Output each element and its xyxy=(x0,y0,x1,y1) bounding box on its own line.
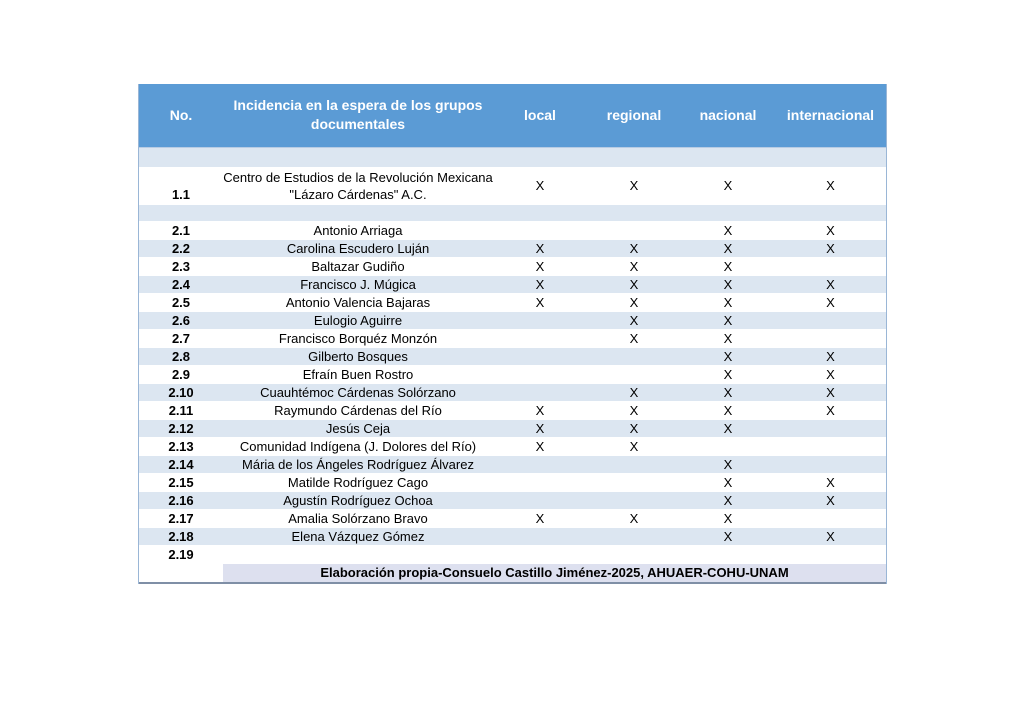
cell-nacional: X xyxy=(681,527,775,545)
cell-nacional xyxy=(681,545,775,563)
table-row xyxy=(139,221,886,239)
cell-local: X xyxy=(493,275,587,293)
cell-name: Eulogio Aguirre xyxy=(223,311,493,329)
table-row xyxy=(139,383,886,401)
cell-local: X xyxy=(493,509,587,527)
cell-nacional: X xyxy=(681,221,775,239)
cell-no: 2.12 xyxy=(139,419,223,437)
cell-no: 2.5 xyxy=(139,293,223,311)
table-row xyxy=(139,239,886,257)
cell-local: X xyxy=(493,239,587,257)
table-row xyxy=(139,347,886,365)
header-name: Incidencia en la espera de los grupos documentales xyxy=(233,97,483,133)
cell-name xyxy=(223,545,493,563)
header-no: No. xyxy=(169,106,193,123)
cell-internacional: X xyxy=(775,383,886,401)
cell-nacional: X xyxy=(681,347,775,365)
table-row xyxy=(139,275,886,293)
cell-local xyxy=(493,347,587,365)
cell-no: 2.15 xyxy=(139,473,223,491)
cell-internacional: X xyxy=(775,527,886,545)
cell-no: 2.9 xyxy=(139,365,223,383)
table-row xyxy=(139,455,886,473)
cell-local xyxy=(493,455,587,473)
cell-internacional: X xyxy=(775,473,886,491)
cell-no: 2.19 xyxy=(139,545,223,563)
cell-internacional: X xyxy=(775,167,886,204)
incidence-table xyxy=(139,84,886,584)
cell-no: 2.16 xyxy=(139,491,223,509)
header-nacional: nacional xyxy=(699,106,757,123)
cell-regional xyxy=(587,491,681,509)
cell-internacional xyxy=(775,329,886,347)
table-row xyxy=(139,509,886,527)
cell-internacional: X xyxy=(775,401,886,419)
cell-regional xyxy=(587,527,681,545)
cell-no: 2.14 xyxy=(139,455,223,473)
cell-internacional xyxy=(775,509,886,527)
cell-internacional xyxy=(775,545,886,563)
cell-name: Comunidad Indígena (J. Dolores del Río) xyxy=(223,437,493,455)
cell-name: Centro de Estudios de la Revolución Mexicana "Lázaro Cárdenas" A.C. xyxy=(223,167,493,204)
table-row-1-1 xyxy=(139,167,886,204)
cell-name: Carolina Escudero Luján xyxy=(223,239,493,257)
cell-regional: X xyxy=(587,167,681,204)
cell-no: 2.1 xyxy=(139,221,223,239)
cell-nacional: X xyxy=(681,293,775,311)
cell-internacional xyxy=(775,455,886,473)
cell-local: X xyxy=(493,257,587,275)
header-internacional: internacional xyxy=(786,106,875,123)
cell-name: Cuauhtémoc Cárdenas Solórzano xyxy=(223,383,493,401)
table-row xyxy=(139,545,886,563)
cell-internacional: X xyxy=(775,347,886,365)
cell-internacional: X xyxy=(775,293,886,311)
cell-regional xyxy=(587,455,681,473)
footer-credit: Elaboración propia-Consuelo Castillo Jiménez-2025, AHUAER-COHU-UNAM xyxy=(223,563,886,583)
table-row xyxy=(139,491,886,509)
spacer-row xyxy=(139,147,886,167)
cell-regional: X xyxy=(587,257,681,275)
table-row xyxy=(139,527,886,545)
cell-local: X xyxy=(493,401,587,419)
table-footer-row xyxy=(139,563,886,583)
header-regional: regional xyxy=(606,106,662,123)
cell-regional: X xyxy=(587,401,681,419)
cell-no: 2.3 xyxy=(139,257,223,275)
cell-regional: X xyxy=(587,311,681,329)
cell-name: Agustín Rodríguez Ochoa xyxy=(223,491,493,509)
cell-no: 2.4 xyxy=(139,275,223,293)
cell-regional: X xyxy=(587,329,681,347)
cell-regional: X xyxy=(587,419,681,437)
footer-blank-cell xyxy=(139,563,223,583)
cell-local: X xyxy=(493,419,587,437)
cell-local xyxy=(493,365,587,383)
cell-name: Francisco Borquéz Monzón xyxy=(223,329,493,347)
cell-name: Raymundo Cárdenas del Río xyxy=(223,401,493,419)
cell-name: Baltazar Gudiño xyxy=(223,257,493,275)
cell-local xyxy=(493,491,587,509)
cell-internacional: X xyxy=(775,221,886,239)
cell-nacional xyxy=(681,437,775,455)
table-row xyxy=(139,437,886,455)
cell-local xyxy=(493,383,587,401)
cell-nacional: X xyxy=(681,329,775,347)
cell-nacional: X xyxy=(681,275,775,293)
cell-no: 2.8 xyxy=(139,347,223,365)
cell-no: 2.2 xyxy=(139,239,223,257)
cell-internacional xyxy=(775,257,886,275)
cell-local: X xyxy=(493,167,587,204)
cell-name: Matilde Rodríguez Cago xyxy=(223,473,493,491)
cell-nacional: X xyxy=(681,455,775,473)
table-row xyxy=(139,401,886,419)
table-row xyxy=(139,473,886,491)
cell-internacional xyxy=(775,437,886,455)
cell-regional: X xyxy=(587,383,681,401)
table-row xyxy=(139,365,886,383)
table-row xyxy=(139,257,886,275)
data-table-container xyxy=(138,84,887,584)
cell-internacional: X xyxy=(775,239,886,257)
cell-internacional: X xyxy=(775,365,886,383)
cell-name: Francisco J. Múgica xyxy=(223,275,493,293)
cell-nacional: X xyxy=(681,257,775,275)
cell-internacional xyxy=(775,419,886,437)
cell-regional xyxy=(587,365,681,383)
cell-local: X xyxy=(493,437,587,455)
cell-no: 2.10 xyxy=(139,383,223,401)
cell-nacional: X xyxy=(681,365,775,383)
cell-regional: X xyxy=(587,509,681,527)
table-row xyxy=(139,329,886,347)
cell-nacional: X xyxy=(681,167,775,204)
cell-nacional: X xyxy=(681,401,775,419)
table-header-row xyxy=(139,84,886,147)
cell-name: Jesús Ceja xyxy=(223,419,493,437)
cell-local xyxy=(493,329,587,347)
cell-regional: X xyxy=(587,293,681,311)
cell-local xyxy=(493,221,587,239)
cell-no: 2.17 xyxy=(139,509,223,527)
cell-name: Elena Vázquez Gómez xyxy=(223,527,493,545)
cell-regional: X xyxy=(587,275,681,293)
cell-regional: X xyxy=(587,239,681,257)
cell-name: Gilberto Bosques xyxy=(223,347,493,365)
cell-name: Amalia Solórzano Bravo xyxy=(223,509,493,527)
cell-regional xyxy=(587,347,681,365)
cell-local: X xyxy=(493,293,587,311)
cell-nacional: X xyxy=(681,473,775,491)
cell-nacional: X xyxy=(681,509,775,527)
cell-name: Antonio Arriaga xyxy=(223,221,493,239)
cell-local xyxy=(493,545,587,563)
cell-nacional: X xyxy=(681,239,775,257)
cell-internacional: X xyxy=(775,491,886,509)
cell-internacional: X xyxy=(775,275,886,293)
spacer-row xyxy=(139,204,886,221)
cell-local xyxy=(493,311,587,329)
header-local: local xyxy=(524,106,556,123)
cell-nacional: X xyxy=(681,383,775,401)
cell-name: Mária de los Ángeles Rodríguez Álvarez xyxy=(223,455,493,473)
cell-internacional xyxy=(775,311,886,329)
table-row xyxy=(139,293,886,311)
table-row xyxy=(139,311,886,329)
cell-name: Antonio Valencia Bajaras xyxy=(223,293,493,311)
cell-nacional: X xyxy=(681,419,775,437)
cell-regional xyxy=(587,473,681,491)
cell-nacional: X xyxy=(681,311,775,329)
cell-name: Efraín Buen Rostro xyxy=(223,365,493,383)
cell-regional: X xyxy=(587,437,681,455)
cell-regional xyxy=(587,221,681,239)
cell-regional xyxy=(587,545,681,563)
cell-no: 2.11 xyxy=(139,401,223,419)
cell-nacional: X xyxy=(681,491,775,509)
cell-no: 2.6 xyxy=(139,311,223,329)
cell-no: 2.7 xyxy=(139,329,223,347)
cell-no: 2.13 xyxy=(139,437,223,455)
table-row xyxy=(139,419,886,437)
cell-no: 2.18 xyxy=(139,527,223,545)
cell-local xyxy=(493,473,587,491)
cell-no: 1.1 xyxy=(139,167,223,204)
cell-local xyxy=(493,527,587,545)
